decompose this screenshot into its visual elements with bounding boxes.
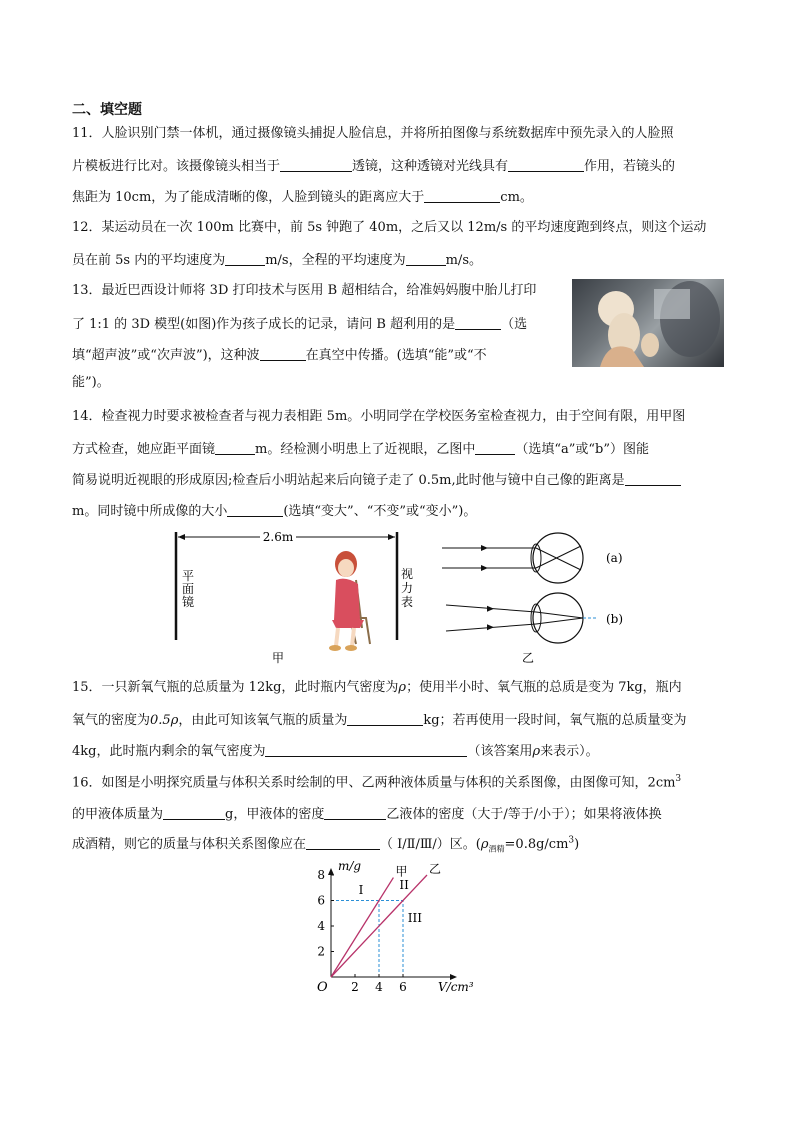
rho-symbol: ρ [398,680,407,695]
answer-blank[interactable] [455,316,501,330]
seated-girl-illustration [329,551,370,651]
q13-text: （选 [501,317,528,332]
series-labels [395,862,441,879]
q13-text: 填“超声波”或“次声波”)，这种波 [72,348,260,363]
answer-blank[interactable] [347,712,423,726]
q11-text: cm。 [500,190,533,205]
q14-line-2 [72,441,649,456]
q16-text: （ Ⅰ/Ⅱ/Ⅲ/）区。( [380,837,481,852]
q14-text: （选填“a”或“b”）图能 [515,442,650,457]
q15-text: （该答案用 [467,744,533,759]
q13-line-3 [72,347,487,362]
q11-line-3 [72,189,533,204]
answer-blank[interactable] [265,743,343,757]
q14-line-3 [72,472,681,487]
q14-text: 14．检查视力时要求被检查者与视力表相距 5m。小明同学在学校医务室检查视力，由于空间有限，用甲图 [72,409,686,424]
q12-text: 员在前 5s 内的平均速度为 [72,253,226,268]
q12-line-2 [72,252,482,267]
answer-blank[interactable] [406,252,446,266]
y-tick-label: 8 [317,868,325,882]
rho-symbol: ρ [532,744,541,759]
chart-label-3: 表 [401,595,414,609]
answer-blank[interactable] [508,158,584,172]
answer-blank[interactable] [424,189,500,203]
answer-blank[interactable] [625,472,681,486]
mirror-label-1: 平 [182,569,195,583]
fetus-model-image [572,279,724,367]
q12-text: m/s，全程的平均速度为 [265,253,406,268]
subscript: 酒精 [488,844,505,854]
label-a: (a) [606,551,623,565]
q13-line-1 [72,284,536,297]
q15-line-2 [72,712,687,727]
q16-text: 乙液体的密度（大于/等于/小于）；如果将液体换 [386,807,662,822]
answer-blank[interactable] [343,743,467,757]
q15-text: 来表示）。 [540,744,599,759]
q12-text: m/s。 [445,253,482,268]
mass-volume-chart [300,860,490,1000]
q15-line-1 [72,681,682,694]
answer-blank[interactable] [215,441,255,455]
q14-text: 方式检查，她应距平面镜 [72,442,216,457]
y-tick-label: 2 [317,944,325,959]
q15-text: 氧气的密度为 [72,713,151,728]
q16-text: =0.8g/cm [504,837,569,852]
q13-line-4 [72,376,110,389]
answer-blank[interactable] [306,836,380,850]
y-tick-label: 4 [317,919,325,933]
q13-line-2 [72,316,527,331]
q12-line-1 [72,221,706,234]
q14-line-1 [72,410,685,423]
q14-text: m。同时镜中所成像的大小 [72,504,228,519]
q16-text: ) [574,837,580,852]
superscript: 3 [568,835,575,846]
chart-label-2: 力 [401,581,414,595]
q11-text: 11．人脸识别门禁一体机，通过摄像镜头捕捉人脸信息，并将所拍图像与系统数据库中预先录入的人脸照 [72,126,674,141]
region-label: I [358,883,364,898]
y-tick-label: 6 [317,893,325,908]
q16-line-3 [72,836,579,854]
x-tick-label: 6 [399,980,407,994]
answer-blank[interactable] [280,158,352,172]
figure-jia [160,528,420,668]
q11-text: 焦距为 10cm，为了能成清晰的像，人脸到镜头的距离应大于 [72,190,425,205]
series-label-2: 乙 [429,862,442,876]
x-tick-label: 4 [375,980,383,994]
answer-blank[interactable] [324,806,386,820]
answer-blank[interactable] [225,252,265,266]
x-axis-label: V/cm³ [438,980,474,994]
q16-text: g，甲液体的密度 [225,807,325,822]
q11-text: 透镜，这种透镜对光线具有 [352,159,509,174]
q14-line-4 [72,503,476,518]
origin-label: O [317,980,328,995]
fetus-3d-model-photo [572,279,724,367]
q16-text: 16．如图是小明探究质量与体积关系时绘制的甲、乙两种液体质量与体积的关系图像，由图像可知，2cm [72,775,676,791]
caption-jia: 甲 [271,651,285,665]
rho-symbol: ρ [480,837,489,852]
distance-label: 2.6m [262,530,294,544]
q15-text: 4kg，此时瓶内剩余的氧气密度为 [72,744,266,759]
label-b: (b) [606,612,624,626]
q16-line-1 [72,775,681,789]
answer-blank[interactable] [260,347,306,361]
y-axis-arrow [328,868,334,875]
q15-line-3 [72,743,599,758]
region-label: III [407,911,423,926]
region-label: II [399,878,409,893]
q11-line-1 [72,127,674,140]
q15-text: ，由此可知该氧气瓶的质量为 [178,713,348,728]
q13-text: 在真空中传播。(选填“能”或“不 [305,348,487,363]
mirror-label-2: 面 [182,582,195,596]
half-rho-value: 0.5ρ [150,713,179,728]
chart-label-1: 视 [401,567,414,581]
series-label-1: 甲 [395,864,408,879]
q11-text: 片模板进行比对。该摄像镜头相当于 [72,159,281,174]
q13-text: 13．最近巴西设计师将 3D 打印技术与医用 B 超相结合，给准妈妈腹中胎儿打印 [72,283,537,298]
q11-text: 作用，若镜头的 [584,159,676,174]
q14-text: m。经检测小明患上了近视眼，乙图中 [255,442,476,457]
mirror-label-3: 镜 [182,595,195,609]
q11-line-2 [72,158,675,173]
q16-text: 的甲液体质量为 [72,807,164,822]
section-title: 二、填空题 [72,102,142,118]
q14-text: 简易说明近视眼的形成原因;检查后小明站起来后向镜子走了 0.5m,此时他与镜中自己像的距离是 [72,473,625,488]
answer-blank[interactable] [227,503,283,517]
q15-text: 15．一只新氧气瓶的总质量为 12kg，此时瓶内气密度为 [72,680,399,695]
answer-blank[interactable] [163,806,225,820]
y-axis-label: m/g [338,860,362,873]
eye-diagram-a [442,533,583,583]
q15-text: ；使用半小时、氧气瓶的总质是变为 7kg，瓶内 [406,680,682,695]
q14-text: (选填“变大”、“不变”或“变小”)。 [283,504,477,519]
superscript: 3 [675,774,682,784]
q12-text: 12．某运动员在一次 100m 比赛中，前 5s 钟跑了 40m，之后又以 12m/s 的平均速度跑到终点，则这个运动 [72,220,707,235]
figure-yi [440,530,640,665]
x-tick-label: 2 [351,980,359,994]
caption-yi: 乙 [521,651,535,665]
q15-text: kg；若再使用一段时间，氧气瓶的总质量变为 [423,713,687,728]
q13-text: 了 1:1 的 3D 模型(如图)作为孩子成长的记录，请问 B 超利用的是 [72,317,456,332]
eye-diagram-b [446,593,598,643]
q16-text: 成酒精，则它的质量与体积关系图像应在 [72,837,307,852]
q13-text: 能”)。 [72,375,110,390]
q16-line-2 [72,806,662,821]
answer-blank[interactable] [475,441,515,455]
